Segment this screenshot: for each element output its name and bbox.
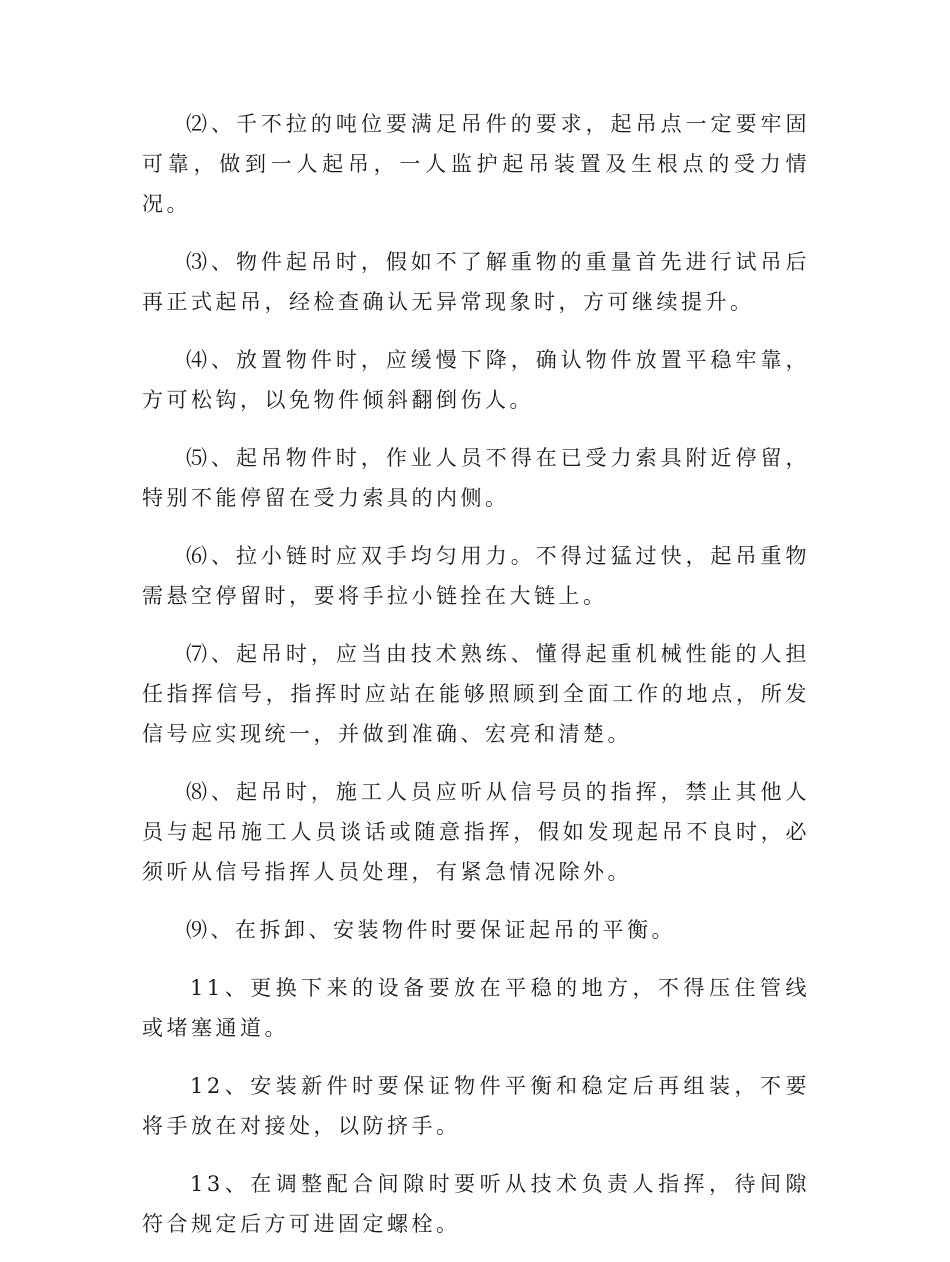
paragraph-item-2: ⑵、千不拉的吨位要满足吊件的要求，起吊点一定要牢固可靠，做到一人起吊，一人监护起吊装置及生根点的受力情况。	[142, 112, 810, 216]
paragraph-13: 13、在调整配合间隙时要听从技术负责人指挥，待间隙符合规定后方可进固定螺栓。	[142, 1172, 810, 1236]
paragraph-item-6: ⑹、拉小链时应双手均匀用力。不得过猛过快，起吊重物需悬空停留时，要将手拉小链拴在大链上。	[142, 544, 810, 608]
paragraph-11: 11、更换下来的设备要放在平稳的地方，不得压住管线或堵塞通道。	[142, 976, 810, 1040]
paragraph-item-8: ⑻、起吊时，施工人员应听从信号员的指挥，禁止其他人员与起吊施工人员谈话或随意指挥，假如发现起吊不良时，必须听从信号指挥人员处理，有紧急情况除外。	[142, 780, 810, 884]
paragraph-item-7: ⑺、起吊时，应当由技术熟练、懂得起重机械性能的人担任指挥信号，指挥时应站在能够照顾到全面工作的地点，所发信号应实现统一，并做到准确、宏亮和清楚。	[142, 642, 810, 746]
paragraph-item-4: ⑷、放置物件时，应缓慢下降，确认物件放置平稳牢靠，方可松钩，以免物件倾斜翻倒伤人。	[142, 348, 810, 412]
document-body	[142, 104, 810, 1262]
paragraph-item-5: ⑸、起吊物件时，作业人员不得在已受力索具附近停留，特别不能停留在受力索具的内侧。	[142, 446, 810, 510]
paragraph-item-9: ⑼、在拆卸、安装物件时要保证起吊的平衡。	[186, 918, 676, 942]
paragraph-item-3: ⑶、物件起吊时，假如不了解重物的重量首先进行试吊后再正式起吊，经检查确认无异常现象时，方可继续提升。	[142, 250, 810, 314]
paragraph-12: 12、安装新件时要保证物件平衡和稳定后再组装，不要将手放在对接处，以防挤手。	[142, 1074, 810, 1138]
